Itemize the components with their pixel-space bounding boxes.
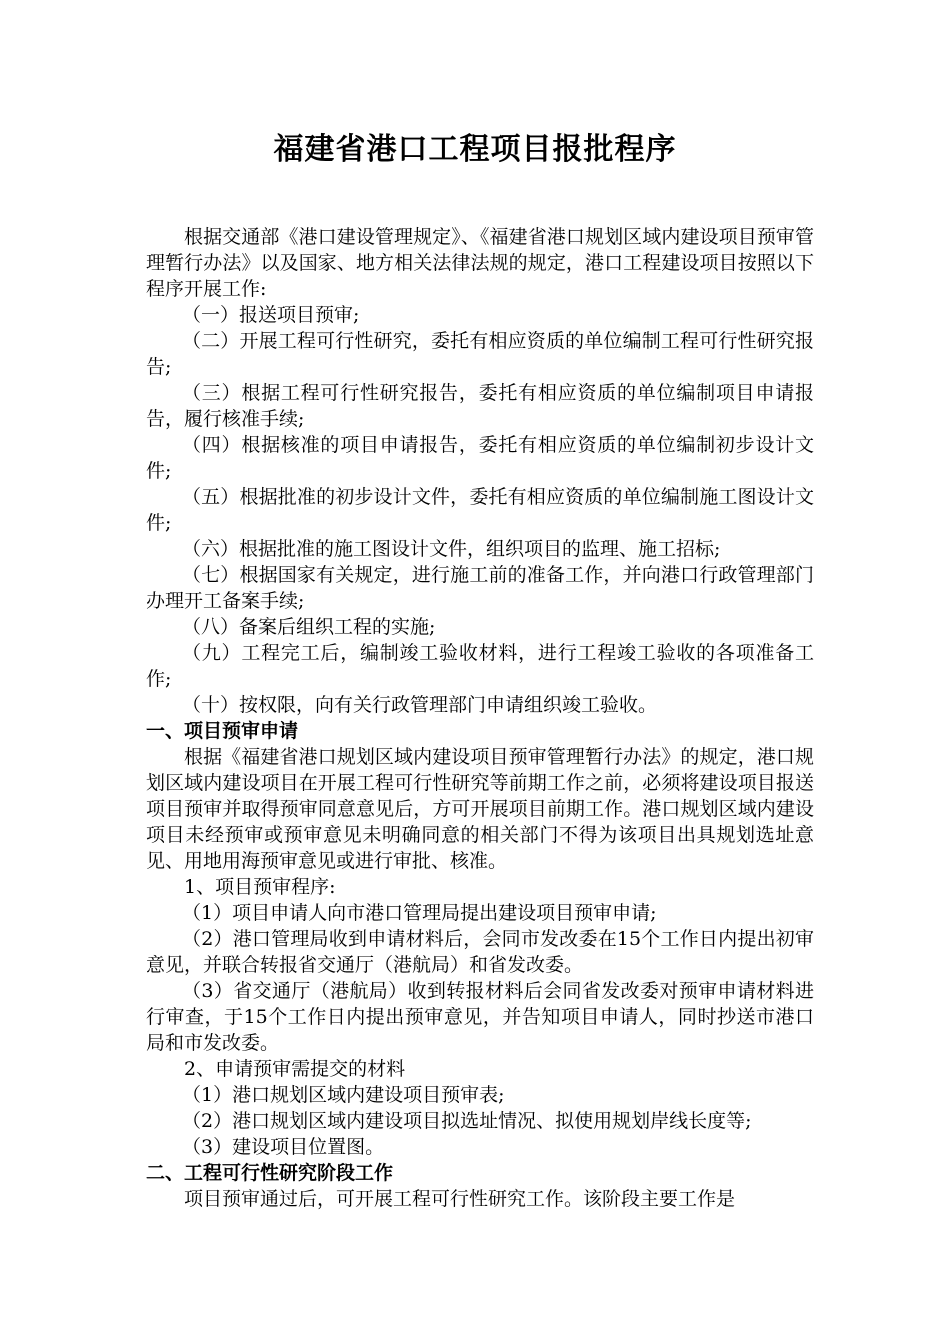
step-item-3: （三）根据工程可行性研究报告，委托有相应资质的单位编制项目申请报告，履行核准手续; [146,382,814,430]
section-1-sub-1-item-2: （2）港口管理局收到申请材料后，会同市发改委在15个工作日内提出初审意见，并联合转报省交通厅（港航局）和省发改委。 [146,928,814,976]
section-1-sub-2-title: 2、申请预审需提交的材料 [184,1058,406,1080]
step-item-10: （十）按权限，向有关行政管理部门申请组织竣工验收。 [182,694,658,716]
section-2-heading: 二、工程可行性研究阶段工作 [146,1162,394,1184]
section-1-sub-1-item-3: （3）省交通厅（港航局）收到转报材料后会同省发改委对预审申请材料进行审查，于15个工作日内提出预审意见，并告知项目申请人，同时抄送市港口局和市发改委。 [146,980,814,1054]
step-item-6: （六）根据批准的施工图设计文件，组织项目的监理、施工招标; [182,538,721,560]
step-item-1: （一）报送项目预审; [182,304,360,326]
intro-paragraph: 根据交通部《港口建设管理规定》、《福建省港口规划区域内建设项目预审管理暂行办法》以及国家、地方相关法律法规的规定，港口工程建设项目按照以下程序开展工作: [146,226,814,300]
section-2-paragraph: 项目预审通过后，可开展工程可行性研究工作。该阶段主要工作是 [184,1188,736,1210]
document-title: 福建省港口工程项目报批程序 [273,132,677,167]
step-item-2: （二）开展工程可行性研究，委托有相应资质的单位编制工程可行性研究报告; [146,330,814,378]
step-item-4: （四）根据核准的项目申请报告，委托有相应资质的单位编制初步设计文件; [146,434,814,482]
section-1-paragraph: 根据《福建省港口规划区域内建设项目预审管理暂行办法》的规定，港口规划区域内建设项目在开展工程可行性研究等前期工作之前，必须将建设项目报送项目预审并取得预审同意意见后，方可开展项目前期工作。港口规划区域内建设项目未经预审或预审意见未明确同意的相关部门不得为该项目出具规划选址意见、用地用海预审意见或进行审批、核准。 [146,746,814,872]
step-item-7: （七）根据国家有关规定，进行施工前的准备工作，并向港口行政管理部门办理开工备案手续; [146,564,814,612]
document-body [146,224,814,1212]
section-1-heading: 一、项目预审申请 [146,720,299,742]
section-1-sub-2-item-1: （1）港口规划区域内建设项目预审表; [182,1084,505,1106]
step-item-8: （八）备案后组织工程的实施; [182,616,436,638]
section-1-sub-1-title: 1、项目预审程序: [184,876,336,898]
section-1-sub-2-item-2: （2）港口规划区域内建设项目拟选址情况、拟使用规划岸线长度等; [182,1110,752,1132]
section-1-sub-1-item-1: （1）项目申请人向市港口管理局提出建设项目预审申请; [182,902,657,924]
step-item-9: （九）工程完工后，编制竣工验收材料，进行工程竣工验收的各项准备工作; [146,642,814,690]
step-item-5: （五）根据批准的初步设计文件，委托有相应资质的单位编制施工图设计文件; [146,486,814,534]
section-1-sub-2-item-3: （3）建设项目位置图。 [182,1136,385,1158]
